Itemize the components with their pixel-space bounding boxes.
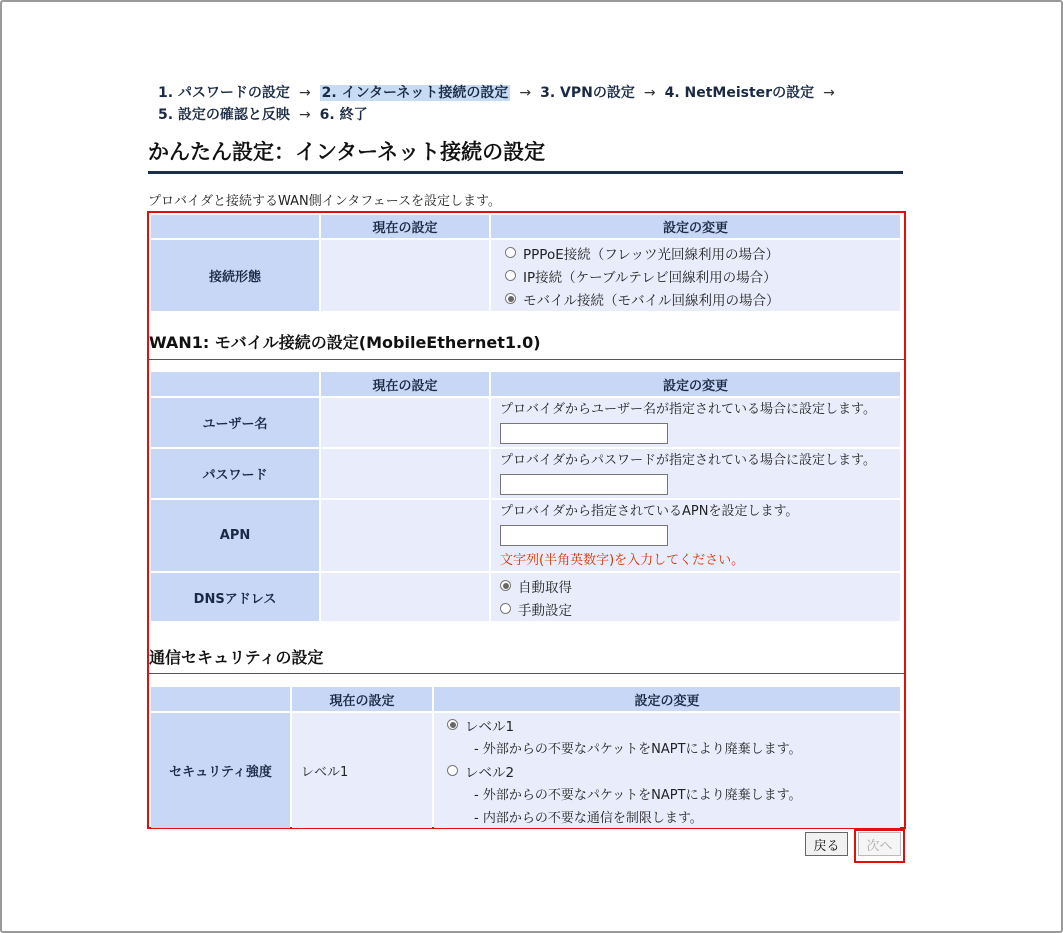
- radio-mobile[interactable]: [505, 287, 900, 310]
- apn-error-message: 文字列(半角英数字)を入力してください。: [500, 553, 745, 568]
- username-current: [321, 398, 489, 447]
- wizard-steps: [158, 82, 918, 126]
- header-current: 現在の設定: [321, 372, 489, 396]
- connection-type-label: 接続形態: [151, 240, 319, 311]
- header-blank: [151, 372, 319, 396]
- apn-change: [491, 500, 900, 571]
- radio-label: モバイル接続（モバイル回線利用の場合）: [523, 292, 780, 309]
- radio-label: PPPoE接続（フレッツ光回線利用の場合）: [523, 246, 780, 263]
- security-level-current: レベル1: [292, 713, 432, 828]
- step-arrow: →: [519, 85, 532, 101]
- username-input[interactable]: [500, 423, 668, 444]
- title-divider: [148, 171, 903, 174]
- step-arrow: →: [298, 107, 311, 123]
- level2-note: - 内部からの不要な通信を制限します。: [474, 811, 703, 826]
- radio-circle[interactable]: [505, 270, 516, 281]
- header-current: 現在の設定: [292, 687, 432, 711]
- apn-hint: プロバイダから指定されているAPNを設定します。: [500, 504, 799, 519]
- apn-input[interactable]: [500, 525, 668, 546]
- step-internet[interactable]: 2. インターネット接続の設定: [321, 85, 509, 101]
- step-arrow: →: [823, 85, 835, 101]
- security-section-divider: [149, 673, 904, 674]
- page-description: プロバイダと接続するWAN側インタフェースを設定します。: [148, 194, 501, 209]
- security-section-title: 通信セキュリティの設定: [149, 648, 324, 667]
- step-vpn[interactable]: 3. VPNの設定: [540, 85, 635, 101]
- password-current: [321, 449, 489, 498]
- step-arrow: →: [298, 85, 311, 101]
- dns-options: [491, 573, 900, 621]
- radio-circle-selected[interactable]: [447, 719, 458, 730]
- radio-label: レベル1: [465, 718, 515, 735]
- level2-note: - 外部からの不要なパケットをNAPTにより廃棄します。: [474, 788, 802, 803]
- username-change: [491, 398, 900, 447]
- step-finish[interactable]: 6. 終了: [319, 107, 368, 123]
- radio-label: レベル2: [465, 764, 515, 781]
- radio-dns-auto[interactable]: [500, 574, 900, 597]
- security-level-options: [434, 713, 900, 828]
- password-label: パスワード: [151, 449, 319, 498]
- header-change: 設定の変更: [491, 215, 900, 238]
- username-label: ユーザー名: [151, 398, 319, 447]
- apn-current: [321, 500, 489, 571]
- step-arrow: →: [643, 85, 656, 101]
- radio-circle[interactable]: [505, 247, 516, 258]
- security-level-label: セキュリティ強度: [151, 713, 290, 828]
- page-title: かんたん設定：インターネット接続の設定: [148, 140, 546, 164]
- connection-type-table: [149, 213, 902, 313]
- level1-note: - 外部からの不要なパケットをNAPTにより廃棄します。: [474, 742, 802, 757]
- header-blank: [151, 687, 290, 711]
- header-change: 設定の変更: [491, 372, 900, 396]
- wan1-table: [149, 370, 902, 623]
- radio-pppoe[interactable]: [505, 241, 900, 264]
- dns-label: DNSアドレス: [151, 573, 319, 621]
- security-table: [149, 685, 902, 830]
- apn-label: APN: [151, 500, 319, 571]
- back-button[interactable]: 戻る: [805, 832, 848, 856]
- username-hint: プロバイダからユーザー名が指定されている場合に設定します。: [500, 402, 876, 417]
- connection-type-current: [321, 240, 489, 311]
- radio-label: IP接続（ケーブルテレビ回線利用の場合）: [523, 269, 777, 286]
- radio-label: 手動設定: [518, 602, 572, 619]
- radio-circle-selected[interactable]: [500, 580, 511, 591]
- wan1-section-divider: [149, 359, 904, 360]
- radio-dns-manual[interactable]: [500, 597, 900, 620]
- radio-circle[interactable]: [500, 603, 511, 614]
- password-input[interactable]: [500, 474, 668, 495]
- radio-ip[interactable]: [505, 264, 900, 287]
- password-change: [491, 449, 900, 498]
- header-blank: [151, 215, 319, 238]
- header-current: 現在の設定: [321, 215, 489, 238]
- step-confirm[interactable]: 5. 設定の確認と反映: [158, 107, 290, 123]
- step-netmeister[interactable]: 4. NetMeisterの設定: [664, 85, 815, 101]
- radio-level2[interactable]: [447, 759, 900, 782]
- step-password[interactable]: 1. パスワードの設定: [158, 85, 290, 101]
- radio-circle-selected[interactable]: [505, 293, 516, 304]
- connection-type-options: [491, 240, 900, 311]
- wan1-section-title: WAN1: モバイル接続の設定(MobileEthernet1.0): [149, 333, 541, 352]
- next-button[interactable]: 次へ: [858, 832, 901, 856]
- password-hint: プロバイダからパスワードが指定されている場合に設定します。: [500, 453, 876, 468]
- radio-label: 自動取得: [518, 579, 572, 596]
- header-change: 設定の変更: [434, 687, 900, 711]
- radio-level1[interactable]: [447, 713, 900, 736]
- radio-circle[interactable]: [447, 765, 458, 776]
- dns-current: [321, 573, 489, 621]
